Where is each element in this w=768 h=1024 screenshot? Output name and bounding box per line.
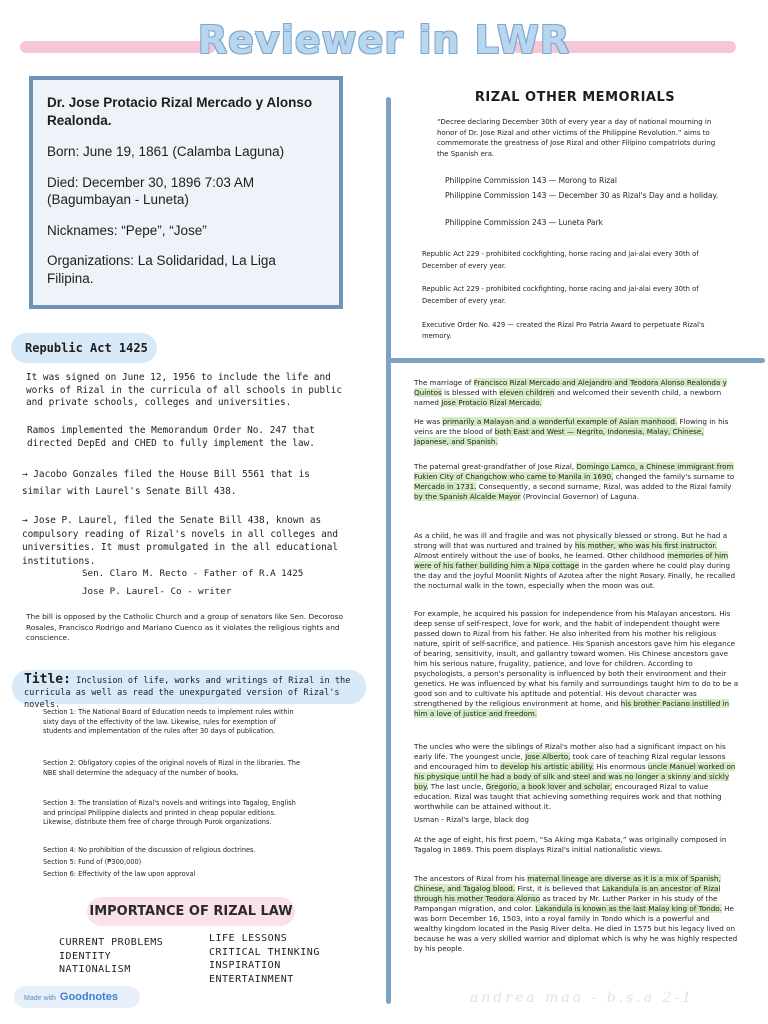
ra1425-paragraph-2: Ramos implemented the Memorandum Order No. 247 that directed DepEd and CHED to fully implement the law. [27,425,315,449]
text-span: Almost entirely without the use of books, he learned. Other childhood [414,551,668,560]
text-span: as traced by Mr. Luther Parker in his study of the Pampangan migration, and color. [414,894,718,913]
bio-nicknames: Nicknames: “Pepe”, “Jose” [47,222,207,238]
text-span: He was [414,417,443,426]
text-span: is blessed with [441,388,500,397]
importance-item: LIFE LESSONS [209,933,288,944]
section-2: Section 2: Obligatory copies of the original novels of Rizal in the libraries. The NBE shall determine the adequacy of the number of books. [43,759,301,777]
ra1425-paragraph-4: → Jose P. Laurel, filed the Senate Bill 438, known as compulsory reading of Rizal's novels in all colleges and universities. It must promulgated in the all educational institutions. [22,515,339,567]
text-span: (Provincial Governor) of Laguna. [520,492,639,501]
biography-paragraph-1 [414,378,740,408]
highlight-span: Mercado in 1731. [414,482,477,491]
highlight-span: his mother, who was his first instructor. [574,541,717,550]
section-5: Section 5: Fund of (₱300,000) [43,858,142,866]
text-span: For example, he acquired his passion for independence from his Malayan ancestors. His deep sense of self-respect, love for work, and the habit of independent thought were passed down to Rizal from his father. He also inherited from his mother his religious nature, spirit of self-sacrifice, and patience. His Spanish ancestors gave him his elegance of bearing, sensitivity, insult, and gallantry toward women. His Chinese ancestors gave him his serious nature, frugality, patience, and love for children. According to psychologists, a person's personality is influenced by both their environment and their genetics. He was influenced by what his family and surroundings taught him to do to be a good son and to cultivate his aptitude and potential. His devout character was strengthened by the religious environment at home, and [414,609,739,708]
text-span: in the garden where he could play during the day and the joyful Moonlit Nights of Azotea after the night Rosary. Finally, he recalled the nocturnal walk in the town, especially when the moon was out. [414,561,736,590]
title-pill [12,670,366,710]
ra1425-paragraph-1: It was signed on June 12, 1956 to include the life and works of Rizal in the curricula of all schools in public and private schools, colleges and universities. [26,372,343,408]
memorials-pc-2: Philippine Commission 143 — December 30 as Rizal's Day and a holiday. [445,191,719,200]
text-span: As a child, he was ill and fragile and was not physically blessed or strong. But he had a strong will that was nurtured and trained by [414,531,728,550]
horizontal-divider [388,358,765,363]
section-1: Section 1: The National Board of Education needs to implement rules within sixty days of the effectivity of the law. Likewise, rules for exemption of students and implementation of the rules after 30 days of publication. [43,708,294,735]
highlight-span: memories of him were of his father building him a Nipa cottage [414,551,729,570]
importance-item: IDENTITY [59,950,112,962]
ra1425-heading [11,333,157,363]
vertical-divider [386,97,391,1004]
importance-list-left [59,936,163,977]
highlight-span: maternal lineage are diverse as it is a mix of Spanish, Chinese, and Tagalog blood. [414,874,721,893]
text-span: took care of teaching Rizal regular lessons and encouraged him to [414,752,726,771]
biography-paragraph-3 [414,462,740,502]
section-4: Section 4: No prohibition of the discussion of religious doctrines. [43,846,256,854]
text-span: The marriage of [414,378,474,387]
goodnotes-logo: Goodnotes [59,991,118,1003]
text-span: encouraged Rizal to value education. Rizal was taught that achieving something requires work and that nothing worthwhile can be attained without it. [414,782,722,811]
ra1425-paragraph-3: → Jacobo Gonzales filed the House Bill 5561 that is similar with Laurel's Senate Bill 438. [22,469,310,497]
page-title: Reviewer in LWR [197,18,571,62]
highlight-span: Francisco Rizal Mercado and Alejandro and Teodora Alonso Realonda y Quintos [414,378,727,397]
text-span: First, it is believed that [515,884,603,893]
biography-paragraph-2 [414,417,740,447]
text-span: The last uncle, [428,782,486,791]
ra1425-heading-text: Republic Act 1425 [25,341,148,355]
bio-organizations: Organizations: La Solidaridad, La Liga Filipina. [47,253,276,286]
highlight-span: Jose Protacio Rizal Mercado. [441,398,542,407]
biography-paragraph-6 [414,742,740,812]
biography-paragraph-8: At the age of eight, his first poem, “Sa Aking mga Kabata,” was originally composed in Tagalog in 1869. This poem displays Rizal's initial nationalistic views. [414,835,727,854]
memorials-eo: Executive Order No. 429 — created the Rizal Pro Patria Award to perpetuate Rizal's memory. [422,321,705,340]
memorials-pc-1: Philippine Commission 143 — Morong to Rizal [445,176,617,185]
text-span: The ancestors of Rizal from his [414,874,528,883]
memorials-heading: RIZAL OTHER MEMORIALS [474,90,676,105]
title-label: Title: [24,672,71,687]
highlight-span: Gregorio, a book lover and scholar, [485,782,613,791]
text-span: He was born December 16, 1503, into a royal family in Tondo which is a powerful and wealthy kingdom located in the Pasig River delta. He died in 1575 but his legacy lived on because he was a very skilled warrior and diplomat which is why he was highly respected by his people. [414,904,738,953]
highlight-span: both East and West — Negrito, Indonesia, Malay, Chinese, Japanese, and Spanish. [414,427,704,446]
bio-name: Dr. Jose Protacio Rizal Mercado y Alonso Realonda. [47,95,313,128]
memorials-decree: “Decree declaring December 30th of every year a day of national mourning in honor of Dr. Jose Rizal and other victims of the Philippine Revolution.” aims to commemorate the greatness of Jose Rizal and other Filipino compatriots during the Spanish era. [437,118,716,158]
importance-item: ENTERTAINMENT [209,973,294,985]
ra1425-cowriter: Jose P. Laurel- Co - writer [82,586,232,597]
highlight-span: by the Spanish Alcalde Mayor [414,492,521,501]
highlight-span: Lakandula is an ancestor of Rizal through his mother Teodora Alonso [414,884,721,903]
biography-paragraph-4 [414,531,740,591]
memorials-ra-2: Republic Act 229 - prohibited cockfighting, horse racing and jai-alai every 30th of December of every year. [422,285,699,305]
importance-item: INSPIRATION [209,960,281,971]
ra1425-opposed: The bill is opposed by the Catholic Church and a group of senators like Sen. Decoroso Rosales, Francisco Rodrigo and Mariano Cuenco as it violates the religious rights and conscience. [26,612,344,642]
highlight-span: develop his artistic ability. [500,762,594,771]
text-span: and welcomed their seventh child, a newborn named [414,388,722,407]
bio-card [29,76,343,309]
highlight-span: Lakandula is known as the last Malay king of Tondo. [535,904,722,913]
highlight-span: his brother Paciano instilled in him a love of justice and freedom. [414,699,730,718]
biography-paragraph-9 [414,874,740,954]
importance-item: NATIONALISM [59,964,131,975]
highlight-span: uncle Manuel worked on his physique until he had a body of silk and steel and was no longer a skinny and sickly boy. [414,762,736,791]
author-signature: andrea maa - b.s.a 2-1 [470,990,695,1006]
goodnotes-badge[interactable] [14,986,140,1008]
highlight-span: Jose Alberto, [525,752,571,761]
text-span: Flowing in his veins are the blood of [414,417,729,436]
text-span: His enormous [593,762,648,771]
section-6: Section 6: Effectivity of the law upon approval [43,870,196,878]
importance-list-right [209,932,320,986]
memorials-ra-1: Republic Act 229 - prohibited cockfighting, horse racing and jai-alai every 30th of December of every year. [422,250,699,270]
text-span: Consequently, a second surname, Rizal, was added to the Rizal family [476,482,732,491]
biography-paragraph-7: Usman - Rizal's large, black dog [414,815,529,824]
text-span: The uncles who were the siblings of Rizal's mother also had a significant impact on his early life. The youngest uncle, [414,742,726,761]
importance-item: CURRENT PROBLEMS [59,937,164,948]
biography-paragraph-5 [414,609,740,719]
highlight-span: Domingo Lamco, a Chinese immigrant from Fukien City of Changchow who came to Manila in 1690, [414,462,734,481]
text-span: changed the family's surname to [613,472,735,481]
title-text: Inclusion of life, works and writings of Rizal in the curricula as well as read the unexpurgated version of Rizal's novels. [24,676,351,710]
importance-heading: IMPORTANCE OF RIZAL LAW [87,897,295,926]
importance-item: CRITICAL THINKING [209,946,320,958]
highlight-span: primarily a Malayan and a wonderful example of Asian manhood. [442,417,678,426]
ra1425-father: Sen. Claro M. Recto - Father of R.A 1425 [82,568,304,579]
bio-died: Died: December 30, 1896 7:03 AM (Bagumbayan - Luneta) [47,174,255,208]
highlight-span: eleven children [499,388,555,397]
memorials-pc-3: Philippine Commission 243 — Luneta Park [445,218,603,227]
bio-born: Born: June 19, 1861 (Calamba Laguna) [47,144,285,160]
text-span: The paternal great-grandfather of Jose Rizal, [414,462,577,471]
made-with-text: Made with [24,995,56,1002]
section-3: Section 3: The translation of Rizal's novels and writings into Tagalog, English and principal Philippine dialects and printed in cheap popular editions. Likewise, distribute them free of charge through Purok organizations. [43,799,296,826]
